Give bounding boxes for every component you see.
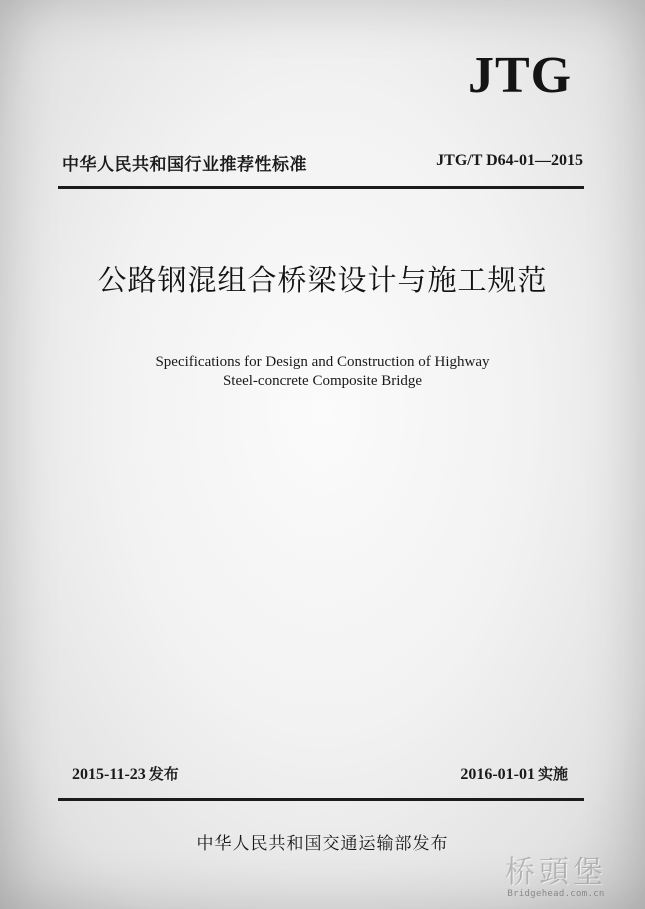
watermark [481,855,631,899]
publisher: 中华人民共和国交通运输部发布 [196,834,449,854]
issue-date: 2015-11-23 [72,766,146,783]
watermark-logo: 桥頭堡 [505,855,607,890]
title-english [0,353,645,391]
series-logo: JTG [468,47,573,104]
footer-divider [58,798,584,801]
watermark-url: Bridgehead.com.cn [507,889,605,899]
header-row [62,150,583,178]
standard-category: 中华人民共和国行业推荐性标准 [62,155,307,175]
date-row [72,763,568,787]
implement-label: 实施 [537,765,568,783]
standard-code: JTG/T D64-01—2015 [436,152,583,169]
implement-date: 2016-01-01 [460,766,535,783]
title-english-line-1: Specifications for Design and Construction of Highway [155,354,490,370]
header-divider [58,186,584,189]
title-chinese: 公路钢混组合桥梁设计与施工规范 [97,263,548,297]
title-english-line-2: Steel-concrete Composite Bridge [222,373,423,389]
issue-date-block [72,763,179,784]
implement-date-block [460,763,568,784]
issue-label: 发布 [148,765,179,783]
